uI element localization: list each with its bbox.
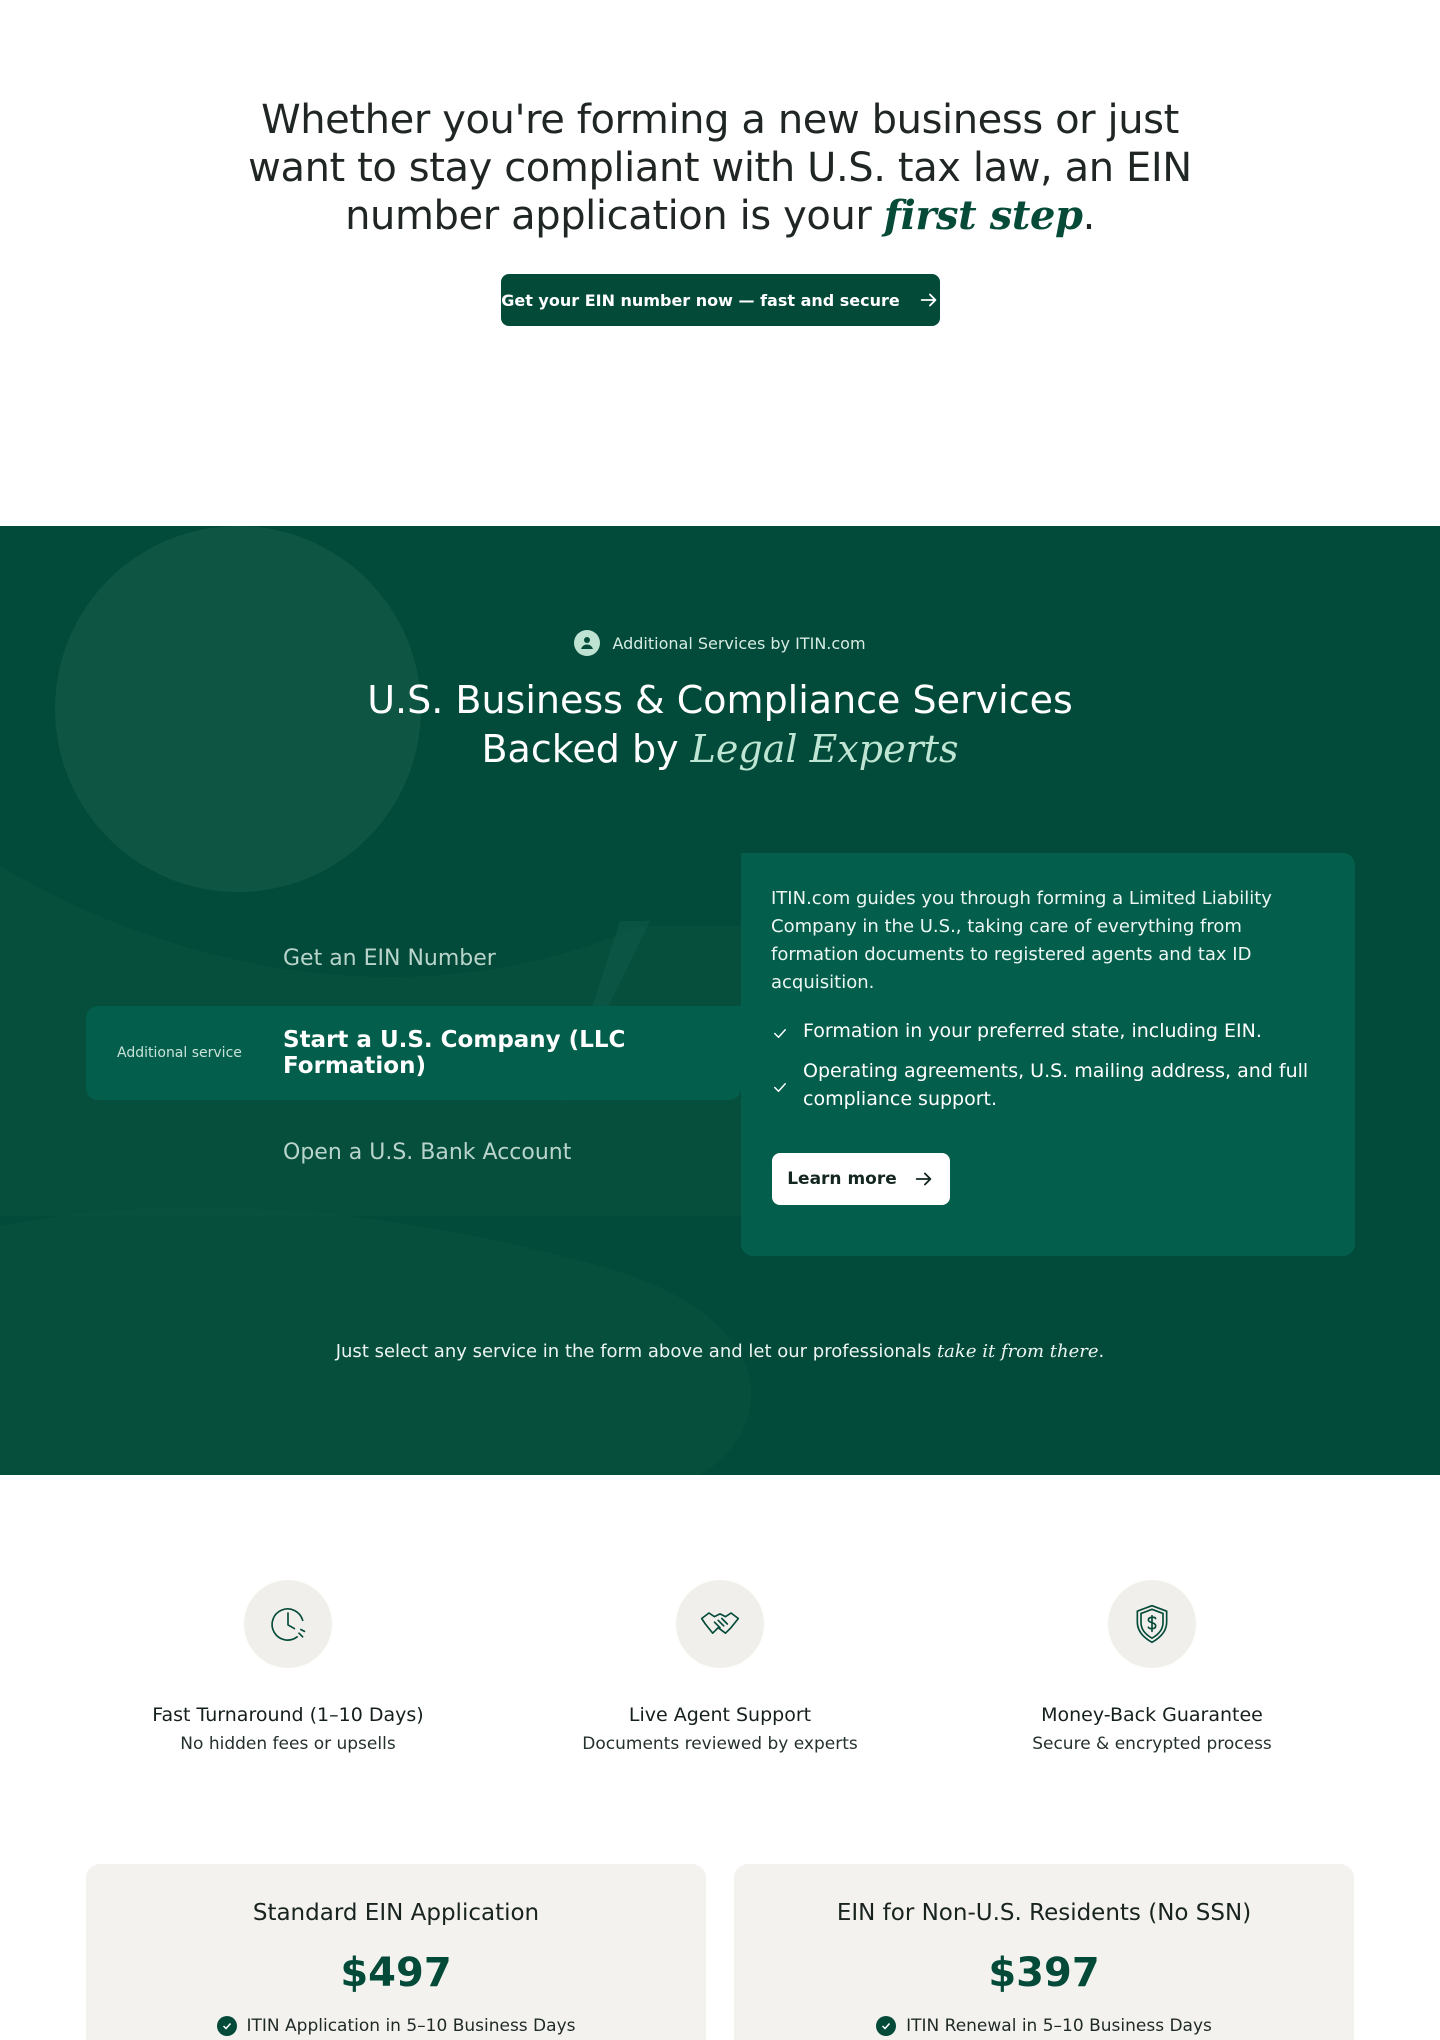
feature-title: Live Agent Support <box>628 1704 812 1726</box>
pricing-title: EIN for Non-U.S. Residents (No SSN) <box>836 1900 1252 1926</box>
arrow-right-icon <box>913 1168 935 1190</box>
check-icon <box>771 1022 789 1045</box>
pricing-feature <box>86 2016 706 2036</box>
feature-subtitle: Documents reviewed by experts <box>582 1734 858 1754</box>
hero-title-end: . <box>1082 193 1095 239</box>
services-title-line1: U.S. Business & Compliance Services <box>367 678 1073 722</box>
service-bullets <box>771 1017 1325 1113</box>
feature-title <box>78 1704 498 1726</box>
service-bullet-text: Operating agreements, U.S. mailing address, and full compliance support. <box>803 1060 1309 1110</box>
feature-live-support <box>510 1580 930 1754</box>
feature-subtitle: No hidden fees or upsells <box>180 1734 396 1754</box>
service-detail-card <box>741 853 1355 1256</box>
hero-title-text: Whether you're forming a new business or just want to stay compliant with U.S. tax law, an EIN number application is your <box>248 97 1192 239</box>
services-title-prefix: Backed by <box>481 727 691 771</box>
services-footer-end: . <box>1098 1341 1105 1362</box>
feature-money-back <box>942 1580 1362 1754</box>
pricing-feature <box>734 2016 1354 2036</box>
features-section <box>0 1475 1440 1855</box>
pricing-card-standard <box>86 1864 706 2040</box>
services-footer-text: Just select any service in the form above and let our professionals <box>335 1341 937 1362</box>
pricing-feature-text: ITIN Renewal in 5–10 Business Days <box>906 2016 1212 2036</box>
service-option-bank[interactable]: Open a U.S. Bank Account <box>283 1140 572 1165</box>
pricing-amount: $397 <box>988 1950 1100 1996</box>
additional-service-tag: Additional service <box>117 1045 242 1061</box>
service-bullet <box>771 1057 1325 1113</box>
service-option-ein[interactable]: Get an EIN Number <box>283 946 496 971</box>
clock-icon <box>244 1580 332 1668</box>
services-eyebrow <box>0 630 1440 656</box>
get-ein-button-label: Get your EIN number now — fast and secure <box>501 290 900 310</box>
services-section <box>0 526 1440 1475</box>
services-footer-note <box>0 1341 1440 1362</box>
feature-fast-turnaround <box>78 1580 498 1754</box>
pricing-feature-text: ITIN Application in 5–10 Business Days <box>246 2016 576 2036</box>
arrow-right-icon <box>918 289 940 311</box>
learn-more-button[interactable] <box>772 1153 950 1205</box>
check-circle-icon <box>876 2016 896 2036</box>
services-title-accent: Legal Experts <box>690 727 959 771</box>
hero-title <box>220 96 1220 240</box>
person-badge-icon <box>574 630 600 656</box>
services-footer-accent: take it from there <box>936 1341 1099 1362</box>
shield-dollar-icon <box>1108 1580 1196 1668</box>
check-icon <box>771 1062 789 1113</box>
check-circle-icon <box>217 2016 237 2036</box>
feature-title-light: (1–10 Days) <box>303 1704 424 1726</box>
pricing-card-non-resident <box>734 1864 1354 2040</box>
feature-title-main: Fast Turnaround <box>152 1704 304 1726</box>
service-description: ITIN.com guides you through forming a Limited Liability Company in the U.S., taking care of everything from formation documents to registered agents and tax ID acquisition. <box>771 888 1272 993</box>
hero-section <box>0 0 1440 526</box>
service-bullet-text: Formation in your preferred state, including EIN. <box>803 1020 1262 1042</box>
service-option-llc[interactable] <box>86 1006 741 1100</box>
service-bullet <box>771 1017 1325 1045</box>
feature-title: Money-Back Guarantee <box>1041 1704 1263 1726</box>
get-ein-button[interactable] <box>501 274 940 326</box>
learn-more-label: Learn more <box>787 1169 897 1189</box>
services-eyebrow-label: Additional Services by ITIN.com <box>612 633 866 653</box>
services-title <box>0 676 1440 774</box>
service-option-llc-label: Start a U.S. Company (LLC Formation) <box>283 1027 626 1079</box>
pricing-amount: $497 <box>340 1950 452 1996</box>
handshake-icon <box>676 1580 764 1668</box>
hero-title-accent: first step <box>883 192 1083 239</box>
feature-subtitle: Secure & encrypted process <box>1032 1734 1272 1754</box>
pricing-title: Standard EIN Application <box>252 1900 540 1926</box>
